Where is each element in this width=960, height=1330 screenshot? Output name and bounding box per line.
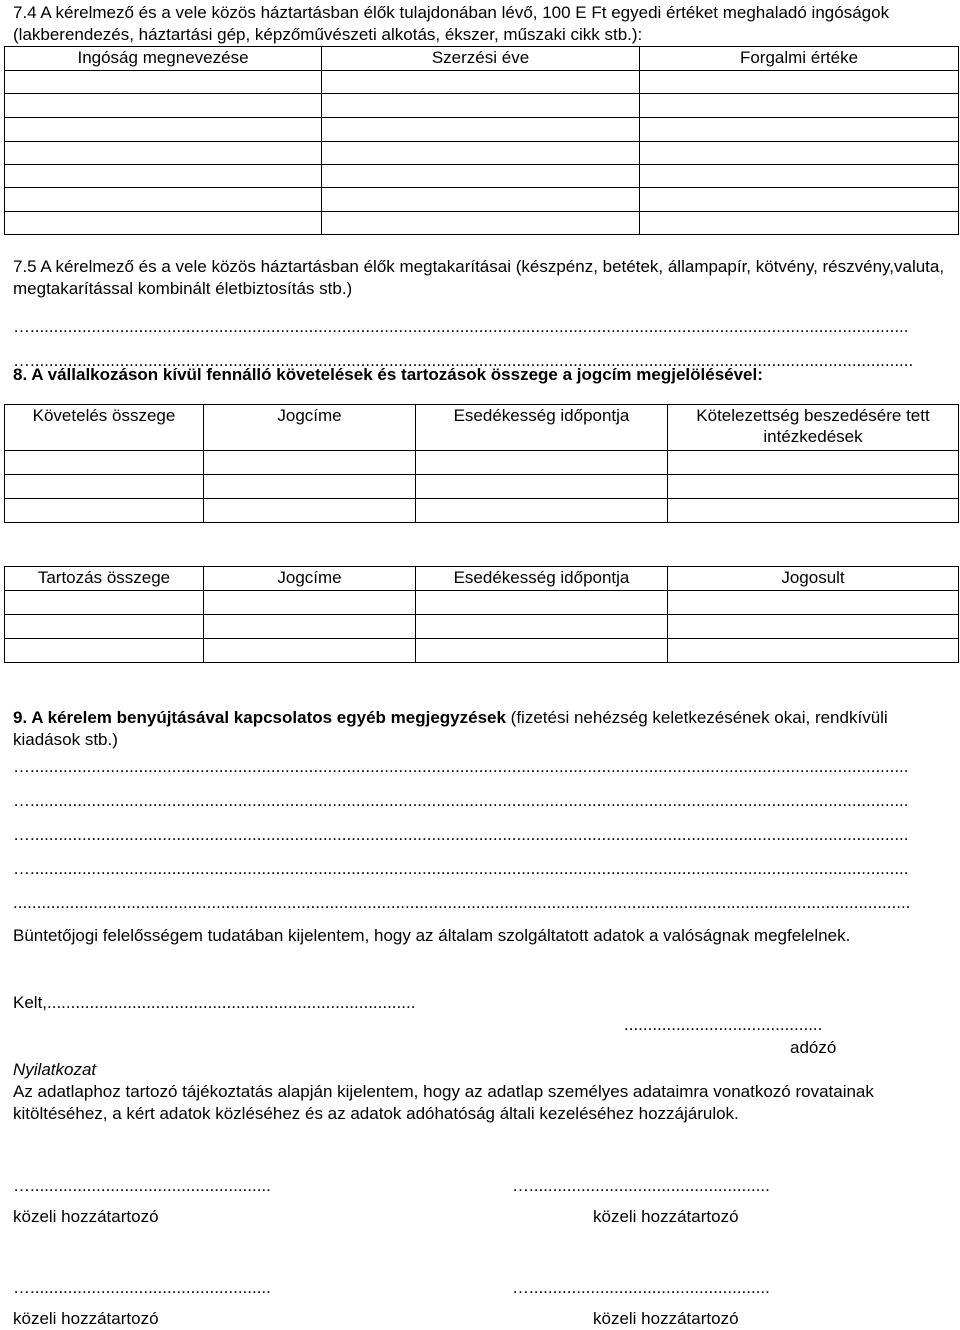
taxpayer-signature-line[interactable]: .......................................... — [624, 1015, 823, 1034]
table-row — [5, 94, 959, 118]
table-cell[interactable] — [204, 591, 416, 615]
table-cell[interactable] — [416, 591, 668, 615]
column-header: Esedékesség időpontja — [416, 567, 668, 591]
table-header-row — [5, 405, 959, 451]
taxpayer-label: adózó — [790, 1038, 837, 1057]
table-cell[interactable] — [322, 94, 640, 118]
section-7-5-text: 7.5 A kérelmező és a vele közös háztartásban élők megtakarításai (készpénz, betétek, állampapír, kötvény, részvény,valuta, megtakarítással kombinált életbiztosítás stb.) — [13, 257, 945, 298]
statement-text: Az adatlaphoz tartozó tájékoztatás alapján kijelentem, hogy az adatlap személyes adataimra vonatkozó rovatainak kitöltéséhez, a kért adatok közléséhez és az adatok adóhatóság általi kezeléséhez hozzájárulok. — [13, 1082, 874, 1123]
table-cell[interactable] — [640, 165, 959, 188]
table-cell[interactable] — [416, 475, 668, 499]
table-cell[interactable] — [322, 212, 640, 235]
relative-signature-line-4[interactable]: …................................................... — [512, 1278, 770, 1297]
table-row — [5, 639, 959, 663]
relative-signature-line-3[interactable]: …................................................... — [13, 1278, 271, 1297]
table-row — [5, 142, 959, 165]
table-cell[interactable] — [322, 142, 640, 165]
table-row — [5, 591, 959, 615]
table-cell[interactable] — [5, 71, 322, 94]
relative-signature-line-1[interactable]: …................................................... — [13, 1176, 271, 1195]
table-row — [5, 615, 959, 639]
savings-line-2[interactable]: …........................................................................................................................................................................................... — [13, 351, 914, 370]
table-cell[interactable] — [640, 188, 959, 212]
table-cell[interactable] — [204, 499, 416, 523]
column-header: Jogcíme — [204, 567, 416, 591]
table-cell[interactable] — [668, 615, 959, 639]
claims-table — [4, 404, 959, 523]
table-cell[interactable] — [5, 499, 204, 523]
table-cell[interactable] — [5, 188, 322, 212]
table-cell[interactable] — [640, 142, 959, 165]
table-cell[interactable] — [5, 212, 322, 235]
table-cell[interactable] — [5, 591, 204, 615]
table-header-row — [5, 567, 959, 591]
remarks-line-2[interactable]: ….......................................................................................................................................................................................... — [13, 791, 909, 810]
table-row — [5, 212, 959, 235]
table-cell[interactable] — [416, 639, 668, 663]
table-cell[interactable] — [204, 451, 416, 475]
table-cell[interactable] — [668, 639, 959, 663]
remarks-line-4[interactable]: ….......................................................................................................................................................................................... — [13, 859, 909, 878]
table-row — [5, 451, 959, 475]
column-header: Jogosult — [668, 567, 959, 591]
table-cell[interactable] — [416, 499, 668, 523]
table-cell[interactable] — [5, 165, 322, 188]
relative-label-2: közeli hozzátartozó — [593, 1207, 739, 1226]
section-8-title: 8. A vállalkozáson kívül fennálló követelések és tartozások összege a jogcím megjelölésével: — [13, 365, 763, 384]
table-cell[interactable] — [640, 71, 959, 94]
table-cell[interactable] — [668, 451, 959, 475]
table-header-row — [5, 47, 959, 71]
remarks-line-1[interactable]: ….......................................................................................................................................................................................... — [13, 757, 909, 776]
table-cell[interactable] — [416, 615, 668, 639]
table-cell[interactable] — [204, 639, 416, 663]
relative-label-1: közeli hozzátartozó — [13, 1207, 159, 1226]
statement-title: Nyilatkozat — [13, 1060, 97, 1079]
column-header: Jogcíme — [204, 405, 416, 451]
relative-label-4: közeli hozzátartozó — [593, 1309, 739, 1328]
table-row — [5, 165, 959, 188]
column-header: Forgalmi értéke — [640, 47, 959, 71]
table-cell[interactable] — [640, 118, 959, 142]
table-cell[interactable] — [5, 615, 204, 639]
table-cell[interactable] — [204, 475, 416, 499]
table-row — [5, 118, 959, 142]
section-7-4-text: 7.4 A kérelmező és a vele közös háztartásban élők tulajdonában lévő, 100 E Ft egyedi értéket meghaladó ingóságok (lakberendezés, háztartási gép, képzőművészeti alkotás, ékszer, műszaki cikk stb.): — [13, 3, 890, 44]
remarks-line-5[interactable]: .............................................................................................................................................................................................. — [13, 893, 911, 912]
table-cell[interactable] — [668, 475, 959, 499]
table-cell[interactable] — [322, 188, 640, 212]
section-9-title — [13, 707, 953, 751]
criminal-liability-declaration: Büntetőjogi felelősségem tudatában kijelentem, hogy az általam szolgáltatott adatok a valóságnak megfelelnek. — [13, 926, 851, 945]
section-9-title-rest: (fizetési nehézség keletkezésének okai, rendkívüli kiadások stb.) — [13, 708, 888, 749]
table-cell[interactable] — [668, 591, 959, 615]
relative-label-3: közeli hozzátartozó — [13, 1309, 159, 1328]
column-header: Szerzési éve — [322, 47, 640, 71]
column-header: Ingóság megnevezése — [5, 47, 322, 71]
table-cell[interactable] — [5, 639, 204, 663]
table-cell[interactable] — [322, 165, 640, 188]
table-cell[interactable] — [668, 499, 959, 523]
table-row — [5, 188, 959, 212]
table-cell[interactable] — [5, 118, 322, 142]
table-cell[interactable] — [5, 94, 322, 118]
remarks-line-3[interactable]: ….......................................................................................................................................................................................... — [13, 825, 909, 844]
table-row — [5, 499, 959, 523]
table-cell[interactable] — [640, 212, 959, 235]
table-cell[interactable] — [640, 94, 959, 118]
table-cell[interactable] — [5, 142, 322, 165]
table-cell[interactable] — [322, 118, 640, 142]
column-header: Tartozás összege — [5, 567, 204, 591]
debts-table — [4, 566, 959, 663]
table-cell[interactable] — [322, 71, 640, 94]
section-9-title-bold: 9. A kérelem benyújtásával kapcsolatos egyéb megjegyzések — [13, 708, 506, 727]
table-cell[interactable] — [5, 475, 204, 499]
kelt-field[interactable]: Kelt,.............................................................................. — [13, 993, 416, 1012]
column-header: Esedékesség időpontja — [416, 405, 668, 451]
relative-signature-line-2[interactable]: …................................................... — [512, 1176, 770, 1195]
table-cell[interactable] — [416, 451, 668, 475]
column-header: Kötelezettség beszedésére tett intézkedések — [668, 405, 959, 451]
table-row — [5, 475, 959, 499]
table-cell[interactable] — [5, 451, 204, 475]
column-header: Követelés összege — [5, 405, 204, 451]
movables-table — [4, 46, 959, 235]
table-row — [5, 71, 959, 94]
savings-line-1[interactable]: ….......................................................................................................................................................................................... — [13, 317, 909, 336]
table-cell[interactable] — [204, 615, 416, 639]
